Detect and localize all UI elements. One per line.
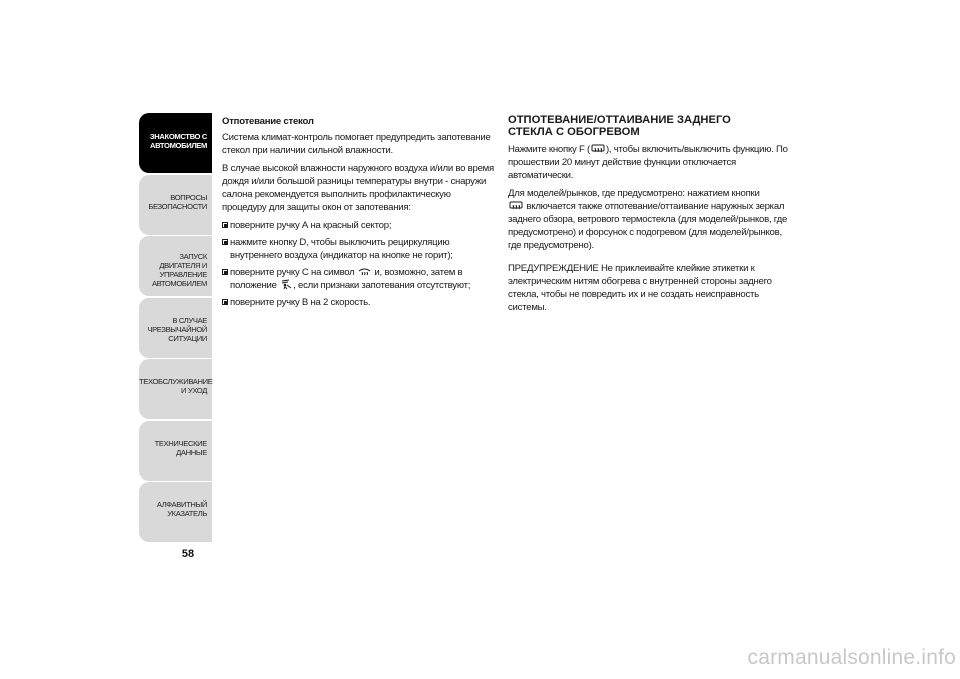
- section-tabs: [139, 113, 212, 544]
- checkbox-bullet-icon: [222, 299, 228, 305]
- list-item: нажмите кнопку D, чтобы выключить рециркуляцию внутреннего воздуха (индикатор на кнопке не горит);: [222, 236, 494, 262]
- watermark: carmanualsonline.info: [747, 646, 956, 669]
- paragraph: В случае высокой влажности наружного воздуха и/или во время дождя и/или большой разницы температуры внутри - снаружи салона рекомендуется выполнить профилактическую процедуру для защиты окон от запотевания:: [222, 163, 494, 213]
- rear-defrost-icon: [509, 201, 523, 211]
- windshield-defrost-icon: [358, 267, 371, 277]
- tab-maintenance[interactable]: ТЕХОБСЛУЖИВАНИЕ И УХОД: [139, 359, 212, 419]
- page-number: 58: [181, 548, 195, 560]
- tab-safety[interactable]: ВОПРОСЫ БЕЗОПАСНОСТИ: [139, 175, 212, 235]
- list-item: поверните ручку А на красный сектор;: [222, 219, 494, 232]
- feet-windshield-vent-icon: [280, 279, 292, 290]
- tab-technical-data[interactable]: ТЕХНИЧЕСКИЕ ДАННЫЕ: [139, 421, 212, 481]
- tab-starting-driving[interactable]: ЗАПУСК ДВИГАТЕЛЯ И УПРАВЛЕНИЕ АВТОМОБИЛЕМ: [139, 236, 212, 296]
- left-column: [222, 115, 494, 313]
- warning-text: ПРЕДУПРЕЖДЕНИЕ Не приклеивайте клейкие этикетки к электрическим нитям обогрева с внутренней стороны заднего стекла, чтобы не повредить их и не создать неисправность системы.: [508, 263, 772, 313]
- paragraph: Система климат-контроль помогает предупредить запотевание стекол при наличии сильной влажности.: [222, 132, 491, 156]
- right-column: [508, 115, 790, 319]
- tab-getting-to-know[interactable]: ЗНАКОМСТВО С АВТОМОБИЛЕМ: [139, 113, 212, 173]
- paragraph: Для моделей/рынков, где предусмотрено: нажатием кнопки включается также отпотевание/оттаивание наружных зеркал заднего обзора, ветрового термостекла (для моделей/рынков, где предусмотрено) и форсунок с подогревом (для моделей/рынков, где предусмотрено).: [508, 188, 788, 251]
- tab-index[interactable]: АЛФАВИТНЫЙ УКАЗАТЕЛЬ: [139, 482, 212, 542]
- section-heading: Отпотевание стекол: [222, 116, 314, 127]
- tab-emergency[interactable]: В СЛУЧАЕ ЧРЕЗВЫЧАЙНОЙ СИТУАЦИИ: [139, 298, 212, 358]
- section-title: ОТПОТЕВАНИЕ/ОТТАИВАНИЕ ЗАДНЕГО СТЕКЛА С ОБОГРЕВОМ: [508, 114, 731, 138]
- paragraph: Нажмите кнопку F ( ), чтобы включить/выключить функцию. По прошествии 20 минут действие функции отключается автоматически.: [508, 144, 788, 181]
- checkbox-bullet-icon: [222, 269, 228, 275]
- checkbox-bullet-icon: [222, 222, 228, 228]
- list-item: поверните ручку С на символ и, возможно, затем в положение , если признаки запотевания отсутствуют;: [222, 266, 494, 292]
- list-item: поверните ручку В на 2 скорость.: [222, 296, 494, 309]
- procedure-list: [222, 219, 494, 309]
- rear-defrost-icon: [591, 144, 605, 154]
- checkbox-bullet-icon: [222, 239, 228, 245]
